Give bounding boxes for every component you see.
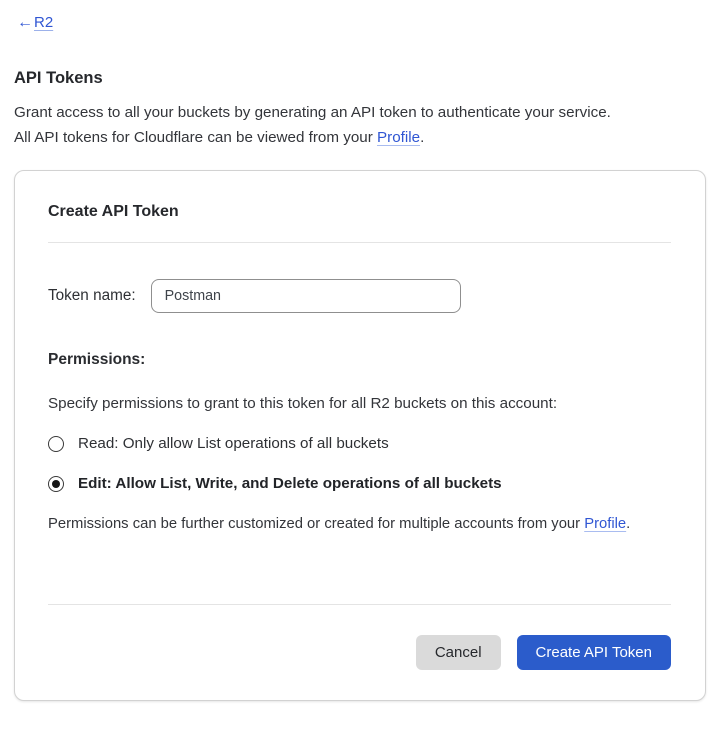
permissions-description: Specify permissions to grant to this token for all R2 buckets on this account:: [48, 395, 558, 412]
intro-line-1: Grant access to all your buckets by generating an API token to authenticate your service.: [14, 104, 611, 121]
button-row: [48, 635, 671, 670]
back-link[interactable]: [17, 14, 720, 32]
token-name-input[interactable]: [151, 279, 461, 313]
create-token-card: [14, 170, 706, 701]
cancel-button[interactable]: Cancel: [416, 635, 501, 670]
permissions-title: Permissions:: [48, 351, 146, 368]
permissions-footnote: Permissions can be further customized or created for multiple accounts from your Profile.: [48, 516, 631, 532]
token-name-row: [48, 279, 671, 313]
intro-text: [14, 101, 706, 150]
permission-radio-edit[interactable]: [48, 475, 671, 492]
create-api-token-button[interactable]: Create API Token: [517, 635, 671, 670]
permission-radio-read[interactable]: [48, 435, 671, 452]
profile-link-intro[interactable]: Profile: [377, 128, 421, 146]
back-arrow-icon: ←: [17, 14, 33, 31]
card-title: Create API Token: [48, 203, 179, 220]
permission-read-label[interactable]: Read: Only allow List operations of all buckets: [78, 435, 389, 452]
radio-circle-icon[interactable]: [48, 436, 64, 452]
back-link-label[interactable]: R2: [34, 14, 54, 31]
profile-link-footnote[interactable]: Profile: [584, 516, 627, 532]
divider-bottom: [48, 604, 671, 605]
card-footer: [48, 604, 671, 670]
permission-edit-label[interactable]: Edit: Allow List, Write, and Delete operations of all buckets: [78, 475, 502, 492]
page-title: API Tokens: [14, 69, 103, 87]
token-name-label: Token name:: [48, 287, 136, 304]
radio-circle-icon[interactable]: [48, 476, 64, 492]
intro-line-2: All API tokens for Cloudflare can be viewed from your Profile.: [14, 128, 425, 146]
divider-top: [48, 242, 671, 243]
